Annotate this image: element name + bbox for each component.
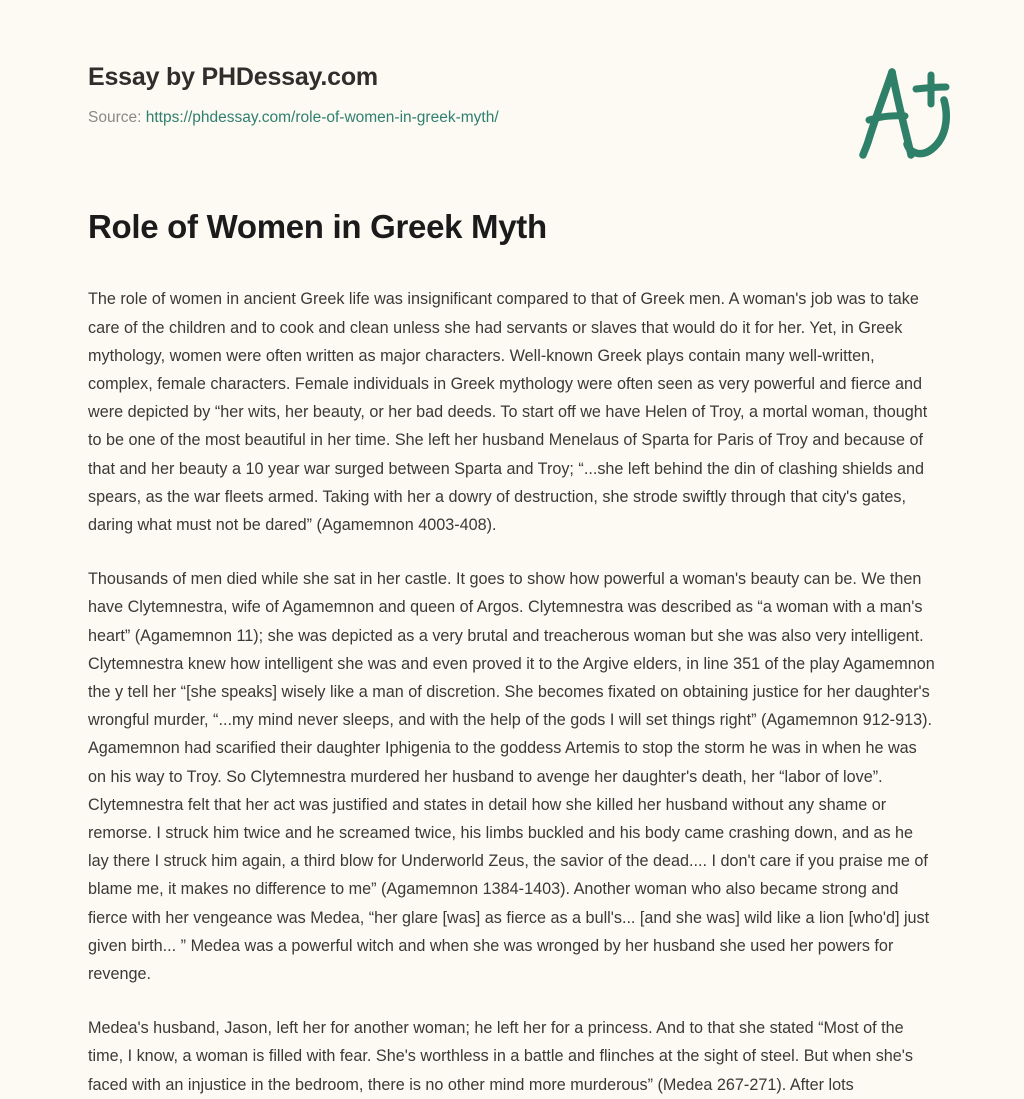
paragraph: Medea's husband, Jason, left her for another woman; he left her for a princess. And to that she stated “Most of the time, I know, a woman is filled with fear. She's worthless in a battle and flinches at the sight of steel. But when she's faced with an injustice in the bedroom, there is no other mind more murderous” (Medea 267-271). After lots — [88, 1019, 913, 1094]
brand-title: Essay by PHDessay.com — [88, 63, 378, 91]
source-label: Source: — [88, 109, 146, 126]
source-url-link[interactable]: https://phdessay.com/role-of-women-in-greek-myth/ — [145, 109, 499, 126]
document-header — [0, 0, 1024, 128]
page-title: Role of Women in Greek Myth — [88, 208, 547, 246]
paragraph: Thousands of men died while she sat in her castle. It goes to show how powerful a woman's beauty can be. We then have Clytemnestra, wife of Agamemnon and queen of Argos. Clytemnestra was described as “a woman with a man's heart” (Agamemnon 11); she was depicted as a very brutal and treacherous woman but she was also very intelligent. Clytemnestra knew how intelligent she was and even proved it to the Argive elders, in line 351 of the play Agamemnon the y tell her “[she speaks] wisely like a man of discretion. She becomes fixated on obtaining justice for her daughter's wrongful murder, “...my mind never sleeps, and with the help of the gods I will set things right” (Agamemnon 912-913). Agamemnon had scarified their daughter Iphigenia to the goddess Artemis to stop the storm he was in when he was on his way to Troy. So Clytemnestra murdered her husband to avenge her daughter's death, her “labor of love”. Clytemnestra felt that her act was justified and states in detail how she killed her husband without any shame or remorse. I struck him twice and he screamed twice, his limbs buckled and his body came crashing down, and as he lay there I struck him again, a third blow for Underworld Zeus, the savior of the dead.... I don't care if you praise me of blame me, it makes no difference to me” (Agamemnon 1384-1403). Another woman who also became strong and fierce with her vengeance was Medea, “her glare [was] as fierce as a bull's... [and she was] wild like a lion [who'd] just given birth... ” Medea was a powerful witch and when she was wronged by her husband she used her powers for revenge. — [88, 570, 935, 984]
source-line — [88, 108, 960, 128]
a-plus-logo-icon — [846, 58, 966, 168]
essay-body — [0, 247, 1024, 1098]
paragraph: The role of women in ancient Greek life was insignificant compared to that of Greek men. A woman's job was to take care of the children and to cook and clean unless she had servants or slaves that would do it for her. Yet, in Greek mythology, women were often written as major characters. Well-known Greek plays contain many well-written, complex, female characters. Female individuals in Greek mythology were often seen as very powerful and fierce and were depicted by “her wits, her beauty, or her bad deeds. To start off we have Helen of Troy, a mortal woman, thought to be one of the most beautiful in her time. She left her husband Menelaus of Sparta for Paris of Troy and because of that and her beauty a 10 year war surged between Sparta and Troy; “...she left behind the din of clashing shields and spears, as the war fleets armed. Taking with her a dowry of destruction, she strode swiftly through that city's gates, daring what must not be dared” (Agamemnon 4003-408). — [88, 290, 928, 535]
